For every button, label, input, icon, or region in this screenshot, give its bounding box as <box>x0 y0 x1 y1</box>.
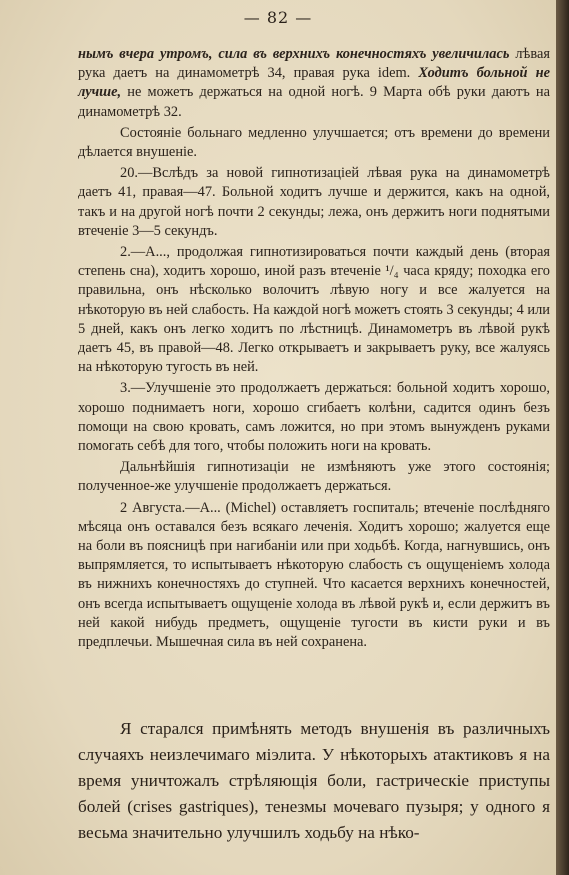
paragraph-1 <box>78 45 550 122</box>
page-edge-shadow <box>556 0 569 875</box>
paragraph-2: Состояніе больнаго медленно улучшается; отъ времени до времени дѣлается внушеніе. <box>78 124 550 161</box>
paragraph-6: Дальнѣйшія гипнотизаціи не измѣняютъ уже этого состоянія; полученное-же улучшеніе продолжаетъ держаться. <box>78 459 550 495</box>
page-body-large <box>78 716 550 846</box>
paragraph-1-italic-2: Ходитъ больной не лучше, <box>78 65 550 101</box>
paragraph-8: Я старался примѣнять методъ внушенія въ различныхъ случаяхъ неизлечимаго міэлита. У нѣкоторыхъ атактиковъ я на время уничтожалъ стрѣляющія боли, гастрическіе приступы болей (crises gastriques), тенезмы мочеваго пузыря; у одного я весьма значительно улучшилъ ходьбу на нѣко- <box>78 719 550 842</box>
paragraph-1-italic-1: нымъ вчера утромъ, сила въ верхнихъ конечностяхъ увеличилась <box>78 46 510 62</box>
paragraph-7: 2 Августа.—А... (Michel) оставляетъ госпиталь; втеченіе послѣдняго мѣсяца онъ оставался безъ всякаго леченія. Ходитъ хорошо; жалуется еще на боли въ поясницѣ при нагибаніи или при ходьбѣ. Когда, нагнувшись, онъ выпрямляется, то испытываетъ нѣкоторую слабость съ ощущеніемъ холода въ нижнихъ конечностяхъ до ступней. Что касается верхнихъ конечностей, онъ всегда испытываетъ ощущеніе холода въ лѣвой рукѣ и, если держитъ въ ней какой нибудь предметъ, ощущеніе тугости въ кисти руки и въ предплечьи. Мышечная сила въ ней сохранена. <box>78 499 550 651</box>
page-body <box>78 45 550 652</box>
paragraph-1-text-2: не можетъ держаться на одной ногѣ. 9 Марта обѣ руки даютъ на динамометрѣ 32. <box>78 84 550 120</box>
paragraph-5: 3.—Улучшеніе это продолжаетъ держаться: больной ходитъ хорошо, хорошо поднимаетъ ноги, хорошо сгибаетъ колѣни, садится одинъ безъ помощи на свою кровать, самъ ложится, но при этомъ вынужденъ руками помогать себѣ для того, чтобы положить ноги на кровать. <box>78 380 550 455</box>
paragraph-3: 20.—Вслѣдъ за новой гипнотизаціей лѣвая рука на динамометрѣ даетъ 41, правая—47. Больной ходитъ лучше и держится, какъ на одной, такъ и на другой ногѣ почти 2 секунды; лежа, онъ держитъ ноги поднятыми втеченіе 3—5 секундъ. <box>78 165 550 239</box>
page-number: — 82 — <box>243 8 313 27</box>
paragraph-4: 2.—А..., продолжая гипнотизироваться почти каждый день (вторая степень сна), ходитъ хорошо, иной разъ втеченіе ¹/₄ часа кряду; походка его правильна, онъ нѣсколько волочитъ лѣвую ногу и все жалуется на нѣкоторую въ ней слабость. На каждой ногѣ можетъ стоять 3 секунды; 4 или 5 дней, какъ онъ легко ходитъ по лѣстницѣ. Динамометръ въ лѣвой рукѣ даетъ 45, въ правой—48. Легко открываетъ и закрываетъ руку, все жалуясь на нѣкоторую тугость въ ней. <box>78 244 550 376</box>
paragraph-1-text-1: лѣвая рука даетъ на динамометрѣ 34, правая рука idem. <box>78 46 550 82</box>
